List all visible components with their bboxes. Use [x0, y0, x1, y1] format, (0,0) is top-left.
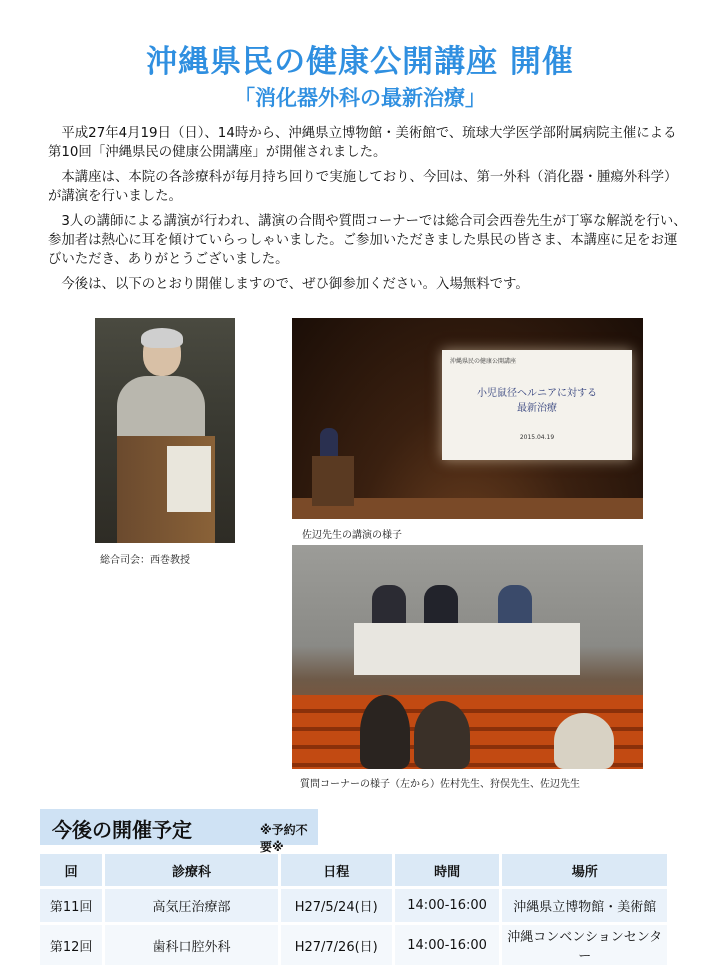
col-header-session: 回 [40, 854, 104, 888]
schedule-note: ※予約不要※ [260, 821, 318, 855]
photo-lecture [292, 318, 643, 519]
projection-screen [442, 350, 632, 460]
col-header-time: 時間 [393, 854, 501, 888]
cell-time: 14:00-16:00 [393, 888, 501, 924]
screen-title-line2: 最新治療 [442, 401, 632, 416]
cell-venue: 沖縄県立博物館・美術館 [501, 888, 669, 924]
screen-title-line1: 小児鼠径ヘルニアに対する [442, 386, 632, 401]
audience-member [414, 701, 470, 769]
screen-header: 沖縄県民の健康公開講座 [450, 356, 516, 365]
lecture-podium [312, 456, 354, 506]
photo-moderator-caption: 総合司会：西巻教授 [100, 551, 190, 566]
table-row [40, 888, 669, 924]
schedule-banner [40, 809, 318, 845]
schedule-heading: 今後の開催予定 [52, 814, 192, 843]
col-header-department: 診療科 [104, 854, 279, 888]
screen-title [442, 386, 632, 416]
cell-department: 歯科口腔外科 [104, 924, 279, 965]
page-title: 沖縄県民の健康公開講座 開催 [0, 36, 720, 81]
table-row [40, 924, 669, 965]
photo-lecture-caption: 佐辺先生の講演の様子 [302, 526, 402, 541]
schedule-table [40, 854, 670, 965]
panel-table [354, 623, 580, 675]
page-subtitle: 「消化器外科の最新治療」 [0, 82, 720, 112]
audience-member [554, 713, 614, 769]
paragraph-3: 3人の講師による講演が行われ、講演の合間や質問コーナーでは総合司会西巻先生が丁寧な解説を行い、参加者は熱心に耳を傾けていらっしゃいました。ご参加いただきました県民の皆さま、本講座に足をお運びいただき、ありがとうございました。 [48, 212, 688, 269]
col-header-venue: 場所 [501, 854, 669, 888]
cell-date: H27/7/26(日) [279, 924, 393, 965]
panelist-center [424, 585, 458, 627]
panelist-right [498, 585, 532, 627]
article-body [48, 124, 688, 300]
speaker-hair [141, 328, 183, 348]
audience-member [360, 695, 410, 769]
photo-qa-caption: 質問コーナーの様子（左から）佐村先生、狩俣先生、佐辺先生 [300, 775, 580, 790]
photo-qa-session [292, 545, 643, 769]
cell-session: 第11回 [40, 888, 104, 924]
screen-date: 2015.04.19 [442, 434, 632, 441]
paragraph-2: 本講座は、本院の各診療科が毎月持ち回りで実施しており、今回は、第一外科（消化器・腫瘍外科学）が講演を行いました。 [48, 168, 688, 206]
cell-department: 高気圧治療部 [104, 888, 279, 924]
cell-time: 14:00-16:00 [393, 924, 501, 965]
lecturer-figure [320, 428, 338, 458]
paragraph-1: 平成27年4月19日（日）、14時から、沖縄県立博物館・美術館で、琉球大学医学部附属病院主催による第10回「沖縄県民の健康公開講座」が開催されました。 [48, 124, 688, 162]
cell-session: 第12回 [40, 924, 104, 965]
panelist-left [372, 585, 406, 627]
paragraph-4: 今後は、以下のとおり開催しますので、ぜひ御参加ください。入場無料です。 [48, 275, 688, 294]
podium-sign [167, 446, 211, 512]
photo-moderator [95, 318, 235, 543]
cell-date: H27/5/24(日) [279, 888, 393, 924]
schedule-header-row [40, 854, 669, 888]
cell-venue: 沖縄コンベンションセンター [501, 924, 669, 965]
col-header-date: 日程 [279, 854, 393, 888]
